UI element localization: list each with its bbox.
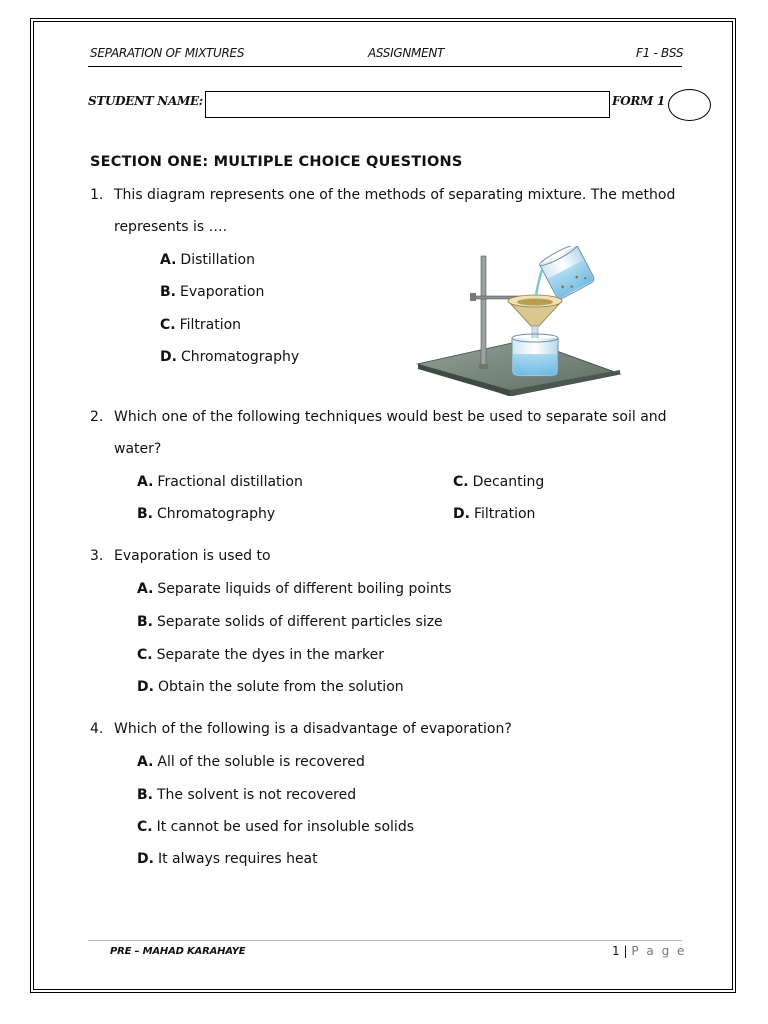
filtration-apparatus-diagram — [408, 246, 623, 396]
form-stream-oval[interactable] — [668, 89, 711, 121]
option-letter: A. — [160, 252, 177, 268]
header-class: F1 - BSS — [636, 46, 684, 60]
question-text: Evaporation is used to — [114, 548, 271, 564]
answer-option[interactable] — [137, 754, 365, 770]
option-letter: C. — [137, 819, 153, 835]
question-text-continued: represents is …. — [114, 219, 228, 235]
question-text: This diagram represents one of the methods of separating mixture. The method — [114, 187, 676, 203]
option-letter: D. — [160, 349, 177, 365]
option-text: All of the soluble is recovered — [157, 754, 365, 770]
question-number: 2. — [90, 409, 104, 425]
answer-option[interactable] — [137, 851, 318, 867]
option-text: It always requires heat — [157, 851, 318, 867]
option-text: The solvent is not recovered — [157, 787, 357, 803]
option-text: It cannot be used for insoluble solids — [156, 819, 415, 835]
option-text: Decanting — [472, 474, 545, 490]
option-letter: B. — [137, 506, 153, 522]
option-letter: D. — [453, 506, 470, 522]
option-letter: A. — [137, 474, 154, 490]
option-text: Filtration — [179, 317, 242, 333]
option-text: Filtration — [473, 506, 536, 522]
answer-option[interactable] — [137, 474, 303, 490]
question-text-continued: water? — [114, 441, 162, 457]
answer-option[interactable] — [160, 317, 241, 333]
footer-divider — [88, 940, 682, 941]
option-letter: D. — [137, 851, 154, 867]
option-letter: D. — [137, 679, 154, 695]
option-text: Chromatography — [157, 506, 276, 522]
option-text: Chromatography — [180, 349, 300, 365]
page-number-value: 1 — [612, 944, 620, 958]
answer-option[interactable] — [137, 581, 452, 597]
answer-option[interactable] — [137, 506, 275, 522]
answer-option[interactable] — [137, 819, 414, 835]
option-text: Separate liquids of different boiling points — [157, 581, 452, 597]
question-number: 4. — [90, 721, 104, 737]
answer-option[interactable] — [137, 787, 356, 803]
answer-option[interactable] — [160, 349, 299, 365]
answer-option[interactable] — [160, 252, 255, 268]
option-letter: B. — [160, 284, 176, 300]
option-letter: B. — [137, 614, 153, 630]
student-name-label: STUDENT NAME: — [88, 94, 203, 108]
answer-option[interactable] — [453, 474, 544, 490]
question-number: 1. — [90, 187, 104, 203]
page-label: P a g e — [631, 944, 687, 958]
option-letter: A. — [137, 581, 154, 597]
header-title: ASSIGNMENT — [368, 46, 445, 60]
answer-option[interactable] — [453, 506, 535, 522]
header-divider — [88, 66, 682, 67]
option-text: Separate solids of different particles size — [157, 614, 443, 630]
section-title: SECTION ONE: MULTIPLE CHOICE QUESTIONS — [90, 154, 463, 170]
option-letter: C. — [453, 474, 469, 490]
answer-option[interactable] — [137, 614, 443, 630]
option-text: Evaporation — [180, 284, 265, 300]
footer-author: PRE – MAHAD KARAHAYE — [110, 946, 246, 957]
page-number — [612, 944, 686, 958]
option-letter: B. — [137, 787, 153, 803]
header-subject: SEPARATION OF MIXTURES — [90, 46, 245, 60]
option-letter: C. — [160, 317, 176, 333]
student-name-field[interactable] — [205, 91, 610, 118]
option-letter: A. — [137, 754, 154, 770]
question-text: Which of the following is a disadvantage of evaporation? — [114, 721, 512, 737]
answer-option[interactable] — [137, 679, 404, 695]
option-text: Obtain the solute from the solution — [157, 679, 404, 695]
option-text: Fractional distillation — [157, 474, 303, 490]
option-text: Separate the dyes in the marker — [156, 647, 384, 663]
form-label: FORM 1 — [612, 94, 665, 108]
answer-option[interactable] — [137, 647, 384, 663]
question-number: 3. — [90, 548, 104, 564]
answer-option[interactable] — [160, 284, 264, 300]
question-text: Which one of the following techniques would best be used to separate soil and — [114, 409, 667, 425]
option-letter: C. — [137, 647, 153, 663]
option-text: Distillation — [180, 252, 255, 268]
page-separator: | — [623, 944, 628, 958]
